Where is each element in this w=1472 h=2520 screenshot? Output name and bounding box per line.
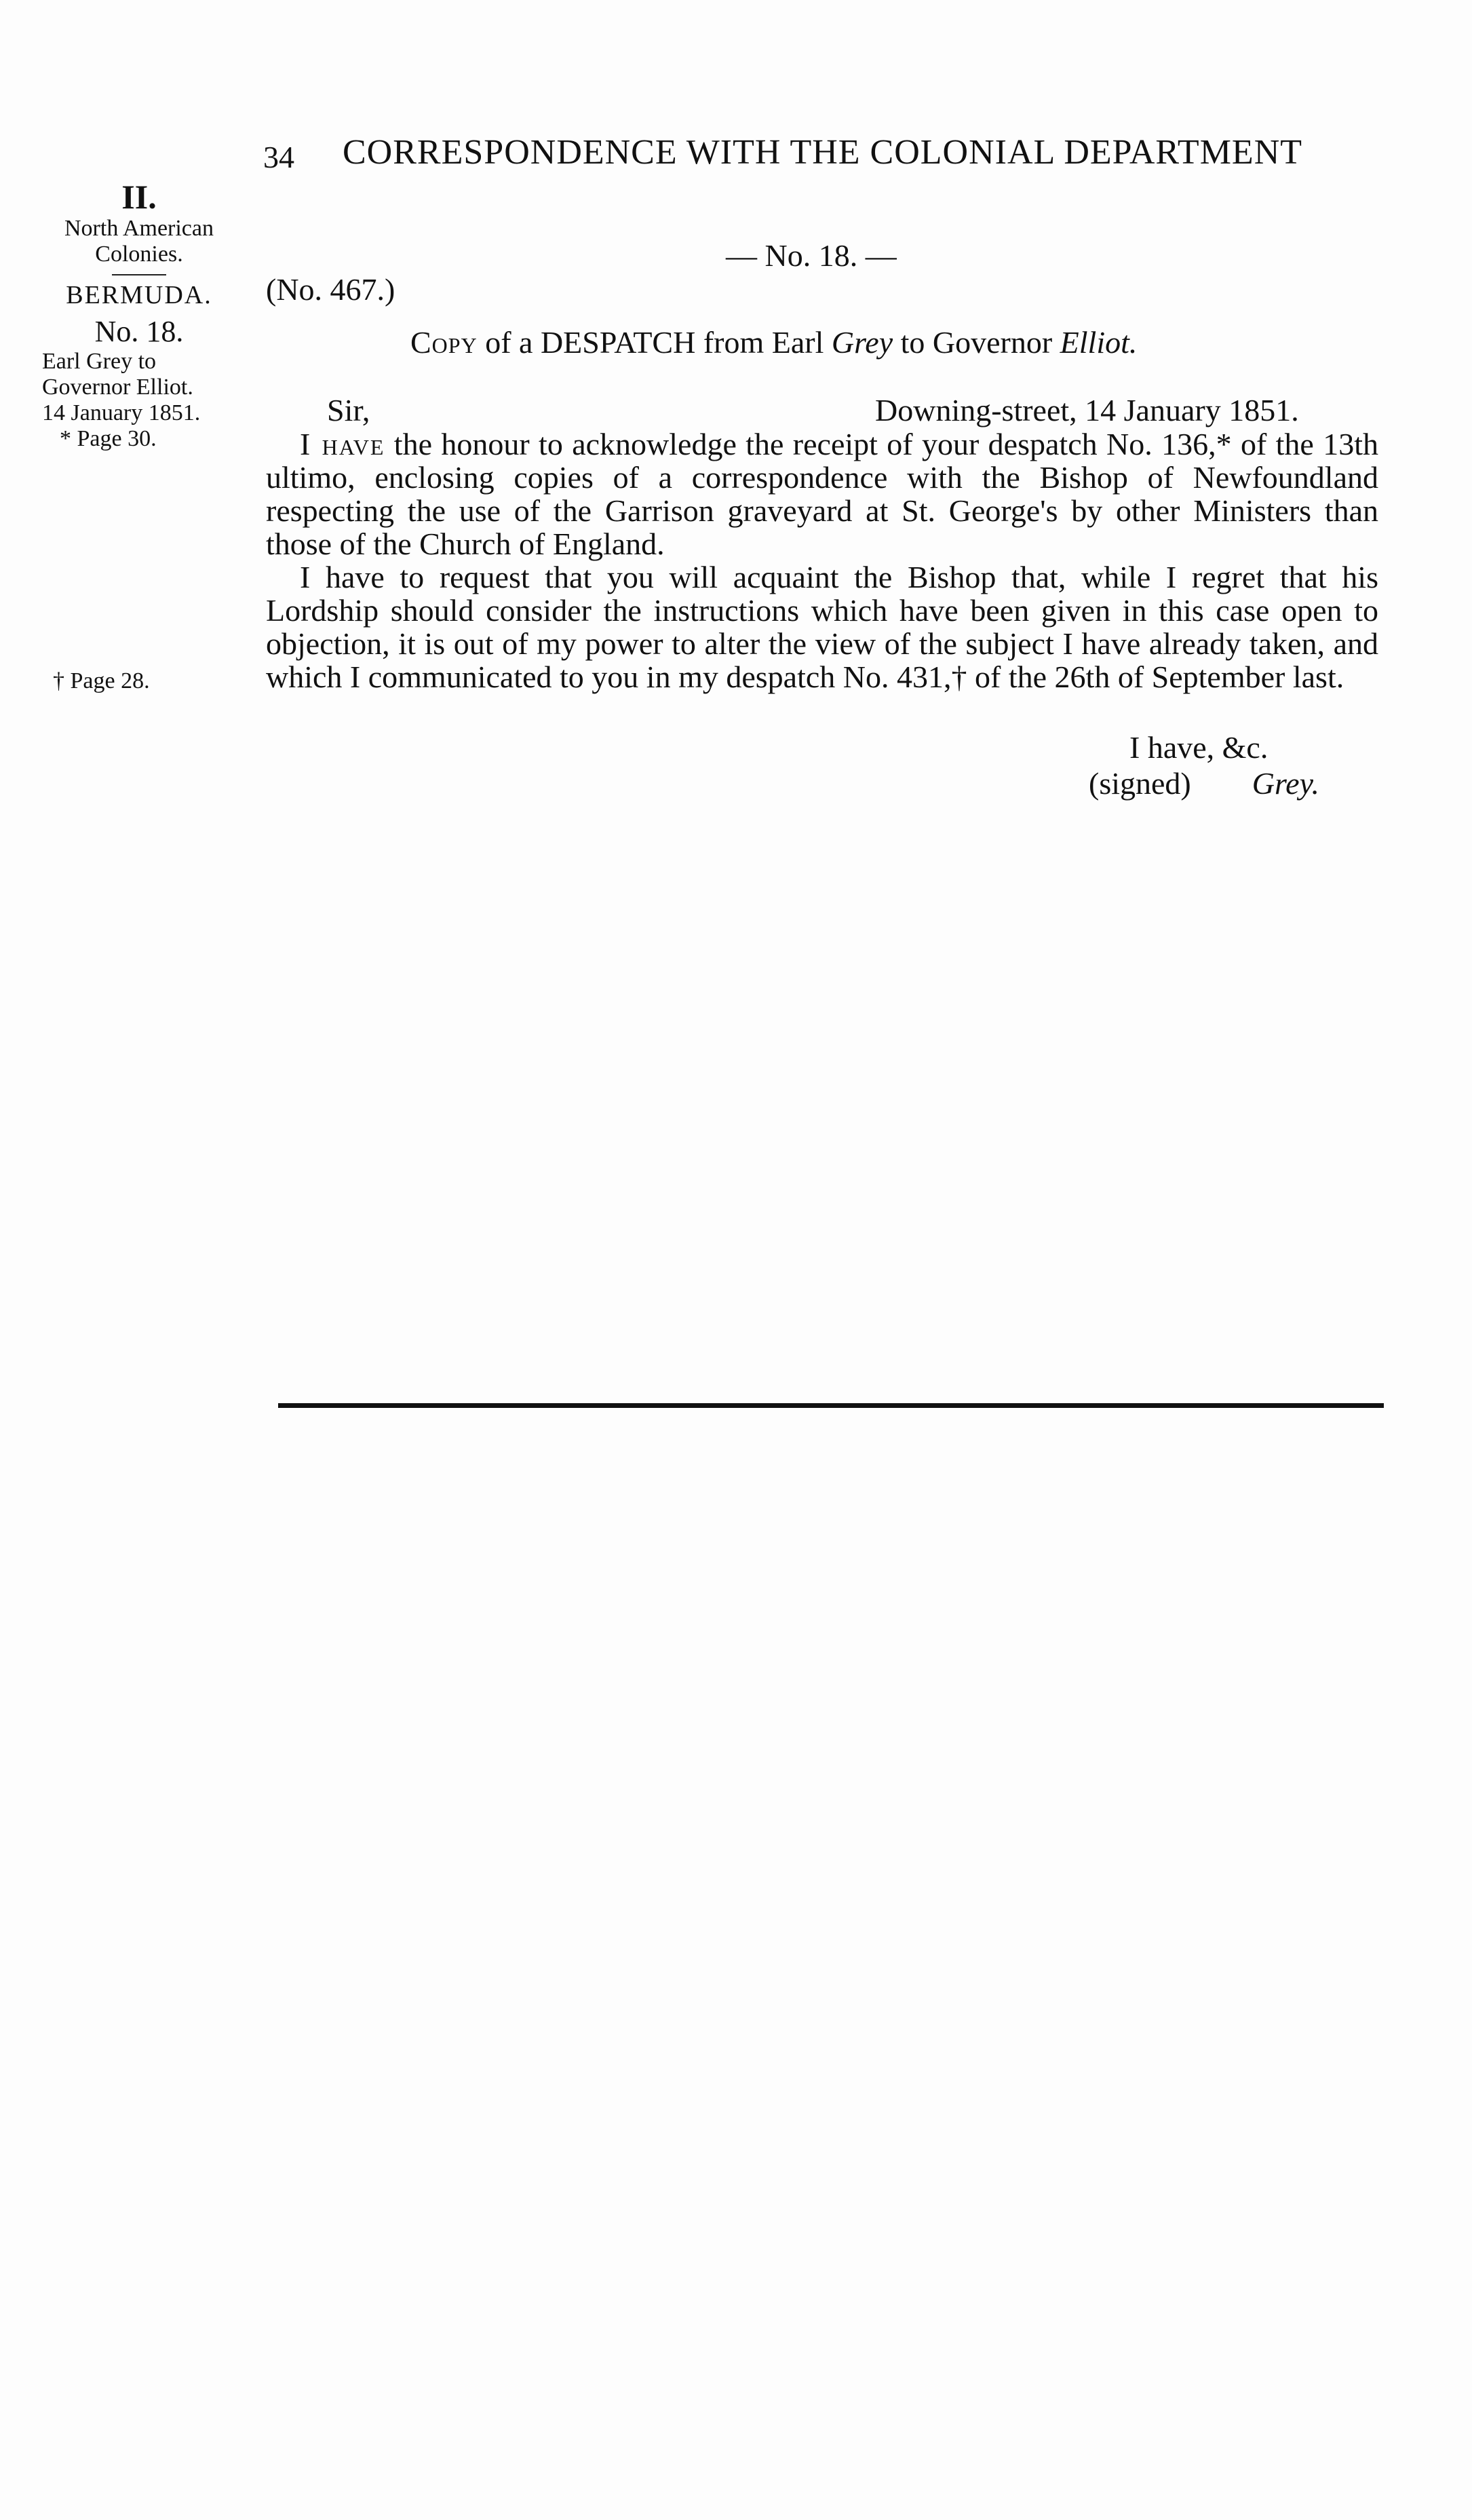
region-line-2: Colonies. [95,242,183,267]
margin-date: 14 January 1851. [42,400,201,425]
serial-number: (No. 467.) [266,272,395,307]
margin-ref-star: * Page 30. [60,426,157,451]
paragraph-1-text: the honour to acknowledge the receipt of your despatch No. 136,* of the 13th ultimo, enclosing copies of a correspondence with the Bishop of Newfoundland respecting the use of the Garrison graveyard at St. George's by other Ministers than those of the Church of England. [266,427,1378,561]
document-number-heading: — No. 18. — [726,238,897,273]
title-to: Elliot. [1060,325,1138,360]
margin-doc-number: No. 18. [94,315,184,348]
signature: Grey. [1252,766,1319,801]
title-middle: of a DESPATCH from Earl [477,325,832,360]
margin-ref-dagger: † Page 28. [53,668,150,693]
letter-body [266,427,1378,693]
margin-notes [27,178,251,452]
signature-line [1089,765,1319,801]
end-rule [278,1403,1384,1408]
section-number: II. [121,178,157,216]
closing: I have, &c. [1129,730,1268,765]
salutation: Sir, [327,393,370,427]
paragraph-1-opening: I have [300,427,385,461]
despatch-title [410,324,1137,360]
colony-name: BERMUDA. [66,281,212,309]
paragraph-1 [266,427,1378,560]
running-title: CORRESPONDENCE WITH THE COLONIAL DEPARTMENT [343,133,1303,172]
title-to-text: to Governor [893,325,1060,360]
paragraph-2: I have to request that you will acquaint the Bishop that, while I regret that his Lordship should consider the instructions which have been given in this case open to objection, it is out of my power to alter the view of the subject I have already taken, and which I communicated to you in my despatch No. 431,† of the 26th of September last. [266,560,1378,694]
page-number: 34 [263,140,294,174]
title-from: Grey [831,325,893,360]
region-line-1: North American [64,216,214,241]
margin-from-to-2: Governor Elliot. [42,375,193,400]
margin-from-to-1: Earl Grey to [42,349,157,374]
title-copy: Copy [410,325,478,360]
margin-divider [112,274,166,275]
signed-label: (signed) [1089,766,1191,801]
dateline: Downing-street, 14 January 1851. [875,393,1299,427]
